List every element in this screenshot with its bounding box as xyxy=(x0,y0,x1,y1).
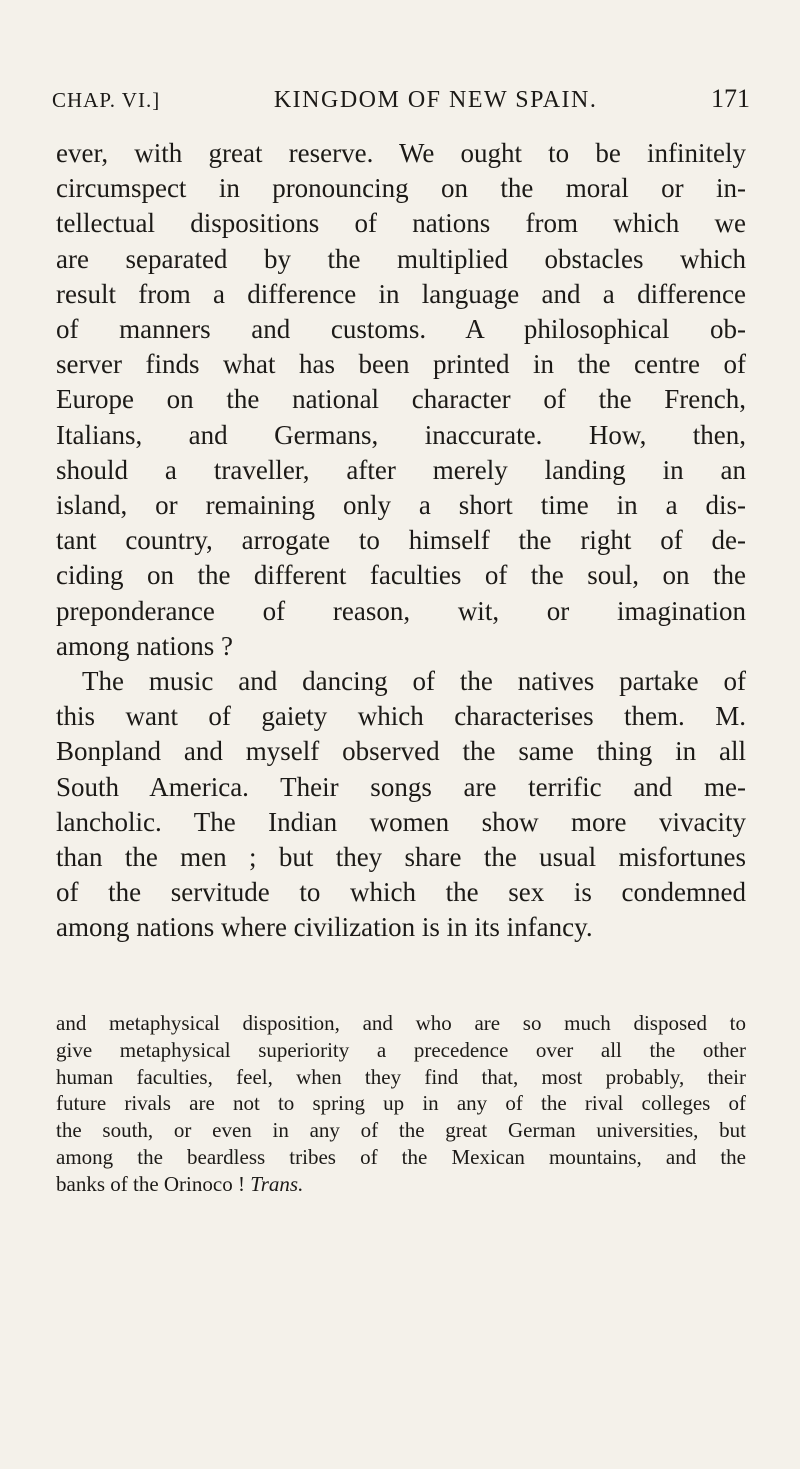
text-line: tant country, arrogate to himself the right of de- xyxy=(56,525,746,556)
footnote-line: future rivals are not to spring up in any of the rival colleges of xyxy=(56,1091,746,1116)
text-line: of manners and customs. A philosophical ob- xyxy=(56,314,746,345)
text-line: tellectual dispositions of nations from which we xyxy=(56,208,746,239)
text-line: island, or remaining only a short time in a dis- xyxy=(56,490,746,521)
footnote-line: give metaphysical superiority a precedence over all the other xyxy=(56,1037,746,1062)
text-line: should a traveller, after merely landing in an xyxy=(56,454,746,485)
footnote-line: banks of the Orinoco ! xyxy=(56,1171,245,1196)
text-line: ciding on the different faculties of the soul, on the xyxy=(56,560,746,591)
footnote-line: human faculties, feel, when they find that, most probably, their xyxy=(56,1064,746,1089)
footnote-line: the south, or even in any of the great German universities, but xyxy=(56,1118,746,1143)
text-line: than the men ; but they share the usual misfortunes xyxy=(56,842,746,873)
text-line: are separated by the multiplied obstacles which xyxy=(56,243,746,274)
text-line: The music and dancing of the natives partake of xyxy=(82,666,746,697)
text-line: Bonpland and myself observed the same thing in all xyxy=(56,736,746,767)
running-head xyxy=(52,84,750,124)
text-line: circumspect in pronouncing on the moral or in- xyxy=(56,173,746,204)
text-line: lancholic. The Indian women show more vivacity xyxy=(56,806,746,837)
text-line: of the servitude to which the sex is condemned xyxy=(56,877,746,908)
text-line: among nations where civilization is in its infancy. xyxy=(56,912,593,943)
text-line: among nations ? xyxy=(56,630,233,661)
text-line: Italians, and Germans, inaccurate. How, then, xyxy=(56,419,746,450)
chapter-label: CHAP. VI.] xyxy=(52,88,161,112)
text-line: South America. Their songs are terrific and me- xyxy=(56,771,746,802)
footnote xyxy=(56,1010,746,1198)
text-line: Europe on the national character of the French, xyxy=(56,384,746,415)
running-title: KINGDOM OF NEW SPAIN. xyxy=(273,87,598,113)
page-number: 171 xyxy=(711,84,750,113)
main-text xyxy=(56,136,746,946)
footnote-last-line xyxy=(56,1171,746,1198)
text-line: result from a difference in language and a difference xyxy=(56,278,746,309)
text-line: ever, with great reserve. We ought to be infinitely xyxy=(56,138,746,168)
footnote-line: among the beardless tribes of the Mexican mountains, and the xyxy=(56,1144,746,1169)
text-line: this want of gaiety which characterises them. M. xyxy=(56,701,746,732)
footnote-line: and metaphysical disposition, and who are so much disposed to xyxy=(56,1011,746,1035)
text-line: preponderance of reason, wit, or imagination xyxy=(56,595,746,626)
translator-signature: Trans. xyxy=(250,1171,304,1196)
text-line: server finds what has been printed in the centre of xyxy=(56,349,746,380)
